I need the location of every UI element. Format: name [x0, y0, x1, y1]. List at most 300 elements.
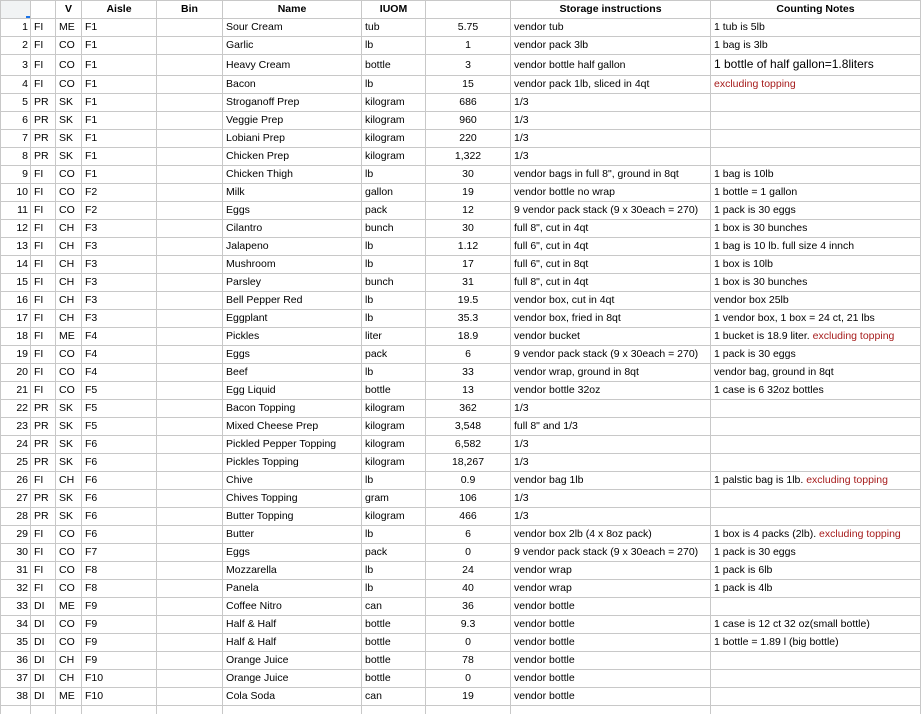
aisle-cell[interactable]: F3	[82, 292, 157, 310]
storage-instructions-cell[interactable]: 1/3	[511, 94, 711, 112]
category-cell[interactable]: FI	[31, 220, 56, 238]
bin-cell[interactable]	[157, 328, 223, 346]
iuom-cell[interactable]: lb	[362, 310, 426, 328]
aisle-cell[interactable]: F8	[82, 580, 157, 598]
counting-notes-cell[interactable]	[711, 112, 921, 130]
aisle-cell[interactable]: F6	[82, 508, 157, 526]
iuom-cell[interactable]: gram	[362, 490, 426, 508]
iuom-cell[interactable]: lb	[362, 238, 426, 256]
iuom-cell[interactable]: bottle	[362, 670, 426, 688]
vendor-cell[interactable]: CO	[56, 616, 82, 634]
counting-notes-cell[interactable]	[711, 274, 921, 292]
vendor-cell[interactable]: SK	[56, 454, 82, 472]
iuom-cell[interactable]: kilogram	[362, 454, 426, 472]
quantity-cell[interactable]: 1	[426, 37, 511, 55]
counting-notes-cell[interactable]	[711, 94, 921, 112]
quantity-cell[interactable]: 30	[426, 220, 511, 238]
category-cell[interactable]: PR	[31, 94, 56, 112]
category-cell[interactable]: FI	[31, 256, 56, 274]
bin-cell[interactable]	[157, 112, 223, 130]
aisle-cell[interactable]: F1	[82, 166, 157, 184]
category-cell[interactable]: DI	[31, 616, 56, 634]
iuom-cell[interactable]: bottle	[362, 55, 426, 76]
header-vendor[interactable]: V	[56, 1, 82, 19]
iuom-cell[interactable]: gallon	[362, 184, 426, 202]
counting-notes-cell[interactable]	[711, 418, 921, 436]
empty-cell[interactable]	[511, 706, 711, 714]
vendor-cell[interactable]: CH	[56, 472, 82, 490]
aisle-cell[interactable]: F3	[82, 256, 157, 274]
aisle-cell[interactable]: F6	[82, 472, 157, 490]
storage-instructions-cell[interactable]: 1/3	[511, 112, 711, 130]
bin-cell[interactable]	[157, 55, 223, 76]
iuom-cell[interactable]: lb	[362, 76, 426, 94]
storage-instructions-cell[interactable]: vendor bag 1lb	[511, 472, 711, 490]
category-cell[interactable]: FI	[31, 328, 56, 346]
aisle-cell[interactable]: F8	[82, 562, 157, 580]
item-name-cell[interactable]: Butter Topping	[223, 508, 362, 526]
quantity-cell[interactable]: 3,548	[426, 418, 511, 436]
category-cell[interactable]: FI	[31, 580, 56, 598]
aisle-cell[interactable]: F6	[82, 454, 157, 472]
aisle-cell[interactable]: F6	[82, 526, 157, 544]
row-number-cell[interactable]: 24	[1, 436, 31, 454]
storage-instructions-cell[interactable]: 1/3	[511, 490, 711, 508]
item-name-cell[interactable]: Panela	[223, 580, 362, 598]
row-number-cell[interactable]: 36	[1, 652, 31, 670]
iuom-cell[interactable]: can	[362, 688, 426, 706]
counting-notes-cell[interactable]	[711, 634, 921, 652]
row-number-cell[interactable]: 32	[1, 580, 31, 598]
iuom-cell[interactable]: kilogram	[362, 112, 426, 130]
vendor-cell[interactable]: SK	[56, 148, 82, 166]
item-name-cell[interactable]: Lobiani Prep	[223, 130, 362, 148]
bin-cell[interactable]	[157, 598, 223, 616]
aisle-cell[interactable]: F1	[82, 19, 157, 37]
bin-cell[interactable]	[157, 508, 223, 526]
iuom-cell[interactable]: kilogram	[362, 148, 426, 166]
row-number-cell[interactable]: 17	[1, 310, 31, 328]
empty-cell[interactable]	[362, 706, 426, 714]
row-number-cell[interactable]: 8	[1, 148, 31, 166]
aisle-cell[interactable]: F6	[82, 490, 157, 508]
storage-instructions-cell[interactable]: 1/3	[511, 130, 711, 148]
aisle-cell[interactable]: F9	[82, 616, 157, 634]
aisle-cell[interactable]: F9	[82, 598, 157, 616]
counting-notes-cell[interactable]	[711, 400, 921, 418]
empty-cell[interactable]	[31, 706, 56, 714]
bin-cell[interactable]	[157, 526, 223, 544]
item-name-cell[interactable]: Half & Half	[223, 616, 362, 634]
counting-notes-cell[interactable]	[711, 292, 921, 310]
counting-notes-cell[interactable]	[711, 166, 921, 184]
quantity-cell[interactable]: 6	[426, 526, 511, 544]
quantity-cell[interactable]: 18,267	[426, 454, 511, 472]
aisle-cell[interactable]: F1	[82, 37, 157, 55]
empty-cell[interactable]	[157, 706, 223, 714]
quantity-cell[interactable]: 0	[426, 670, 511, 688]
row-number-cell[interactable]: 23	[1, 418, 31, 436]
aisle-cell[interactable]: F9	[82, 652, 157, 670]
category-cell[interactable]: FI	[31, 19, 56, 37]
row-number-cell[interactable]: 15	[1, 274, 31, 292]
row-number-cell[interactable]: 20	[1, 364, 31, 382]
storage-instructions-cell[interactable]: 1/3	[511, 454, 711, 472]
row-number-cell[interactable]: 29	[1, 526, 31, 544]
row-number-cell[interactable]: 35	[1, 634, 31, 652]
category-cell[interactable]: FI	[31, 292, 56, 310]
bin-cell[interactable]	[157, 400, 223, 418]
vendor-cell[interactable]: CO	[56, 55, 82, 76]
vendor-cell[interactable]: CO	[56, 184, 82, 202]
storage-instructions-cell[interactable]: full 8", cut in 4qt	[511, 220, 711, 238]
bin-cell[interactable]	[157, 19, 223, 37]
vendor-cell[interactable]: CO	[56, 202, 82, 220]
aisle-cell[interactable]: F10	[82, 670, 157, 688]
item-name-cell[interactable]: Coffee Nitro	[223, 598, 362, 616]
row-number-cell[interactable]: 30	[1, 544, 31, 562]
item-name-cell[interactable]: Eggs	[223, 544, 362, 562]
category-cell[interactable]: PR	[31, 490, 56, 508]
quantity-cell[interactable]: 220	[426, 130, 511, 148]
category-cell[interactable]: FI	[31, 166, 56, 184]
quantity-cell[interactable]: 18.9	[426, 328, 511, 346]
iuom-cell[interactable]: can	[362, 598, 426, 616]
bin-cell[interactable]	[157, 382, 223, 400]
quantity-cell[interactable]: 3	[426, 55, 511, 76]
row-number-cell[interactable]: 7	[1, 130, 31, 148]
vendor-cell[interactable]: CO	[56, 364, 82, 382]
vendor-cell[interactable]: CH	[56, 670, 82, 688]
iuom-cell[interactable]: bottle	[362, 652, 426, 670]
storage-instructions-cell[interactable]: 9 vendor pack stack (9 x 30each = 270)	[511, 544, 711, 562]
storage-instructions-cell[interactable]: vendor pack 3lb	[511, 37, 711, 55]
selection-handle[interactable]	[26, 16, 31, 19]
counting-notes-cell[interactable]	[711, 184, 921, 202]
aisle-cell[interactable]: F1	[82, 55, 157, 76]
row-number-cell[interactable]: 22	[1, 400, 31, 418]
item-name-cell[interactable]: Orange Juice	[223, 670, 362, 688]
aisle-cell[interactable]: F5	[82, 418, 157, 436]
row-number-cell[interactable]: 1	[1, 19, 31, 37]
iuom-cell[interactable]: kilogram	[362, 400, 426, 418]
quantity-cell[interactable]: 1,322	[426, 148, 511, 166]
empty-cell[interactable]	[82, 706, 157, 714]
counting-notes-cell[interactable]	[711, 616, 921, 634]
bin-cell[interactable]	[157, 436, 223, 454]
quantity-cell[interactable]: 35.3	[426, 310, 511, 328]
iuom-cell[interactable]: kilogram	[362, 436, 426, 454]
category-cell[interactable]: FI	[31, 55, 56, 76]
counting-notes-cell[interactable]	[711, 526, 921, 544]
item-name-cell[interactable]: Stroganoff Prep	[223, 94, 362, 112]
aisle-cell[interactable]: F10	[82, 688, 157, 706]
item-name-cell[interactable]: Bell Pepper Red	[223, 292, 362, 310]
category-cell[interactable]: FI	[31, 238, 56, 256]
bin-cell[interactable]	[157, 580, 223, 598]
row-number-cell[interactable]: 13	[1, 238, 31, 256]
storage-instructions-cell[interactable]: 1/3	[511, 148, 711, 166]
vendor-cell[interactable]: SK	[56, 112, 82, 130]
vendor-cell[interactable]: SK	[56, 130, 82, 148]
aisle-cell[interactable]: F4	[82, 346, 157, 364]
counting-notes-cell[interactable]	[711, 256, 921, 274]
row-number-cell[interactable]: 5	[1, 94, 31, 112]
item-name-cell[interactable]: Eggs	[223, 346, 362, 364]
aisle-cell[interactable]: F5	[82, 400, 157, 418]
item-name-cell[interactable]: Pickles	[223, 328, 362, 346]
item-name-cell[interactable]: Mushroom	[223, 256, 362, 274]
bin-cell[interactable]	[157, 274, 223, 292]
counting-notes-cell[interactable]	[711, 37, 921, 55]
bin-cell[interactable]	[157, 418, 223, 436]
counting-notes-cell[interactable]	[711, 508, 921, 526]
category-cell[interactable]: DI	[31, 598, 56, 616]
storage-instructions-cell[interactable]: full 6", cut in 4qt	[511, 238, 711, 256]
counting-notes-cell[interactable]	[711, 544, 921, 562]
row-number-cell[interactable]: 21	[1, 382, 31, 400]
aisle-cell[interactable]: F6	[82, 436, 157, 454]
bin-cell[interactable]	[157, 670, 223, 688]
row-number-cell[interactable]: 33	[1, 598, 31, 616]
storage-instructions-cell[interactable]: 1/3	[511, 508, 711, 526]
row-number-cell[interactable]: 16	[1, 292, 31, 310]
quantity-cell[interactable]: 9.3	[426, 616, 511, 634]
header-aisle[interactable]: Aisle	[82, 1, 157, 19]
aisle-cell[interactable]: F4	[82, 364, 157, 382]
item-name-cell[interactable]: Orange Juice	[223, 652, 362, 670]
storage-instructions-cell[interactable]: vendor bottle no wrap	[511, 184, 711, 202]
iuom-cell[interactable]: lb	[362, 364, 426, 382]
item-name-cell[interactable]: Mozzarella	[223, 562, 362, 580]
bin-cell[interactable]	[157, 76, 223, 94]
category-cell[interactable]: PR	[31, 148, 56, 166]
category-cell[interactable]: FI	[31, 310, 56, 328]
storage-instructions-cell[interactable]: 1/3	[511, 400, 711, 418]
bin-cell[interactable]	[157, 544, 223, 562]
storage-instructions-cell[interactable]: full 8" and 1/3	[511, 418, 711, 436]
category-cell[interactable]: FI	[31, 472, 56, 490]
vendor-cell[interactable]: CH	[56, 310, 82, 328]
empty-cell[interactable]	[1, 706, 31, 714]
category-cell[interactable]: DI	[31, 652, 56, 670]
vendor-cell[interactable]: SK	[56, 400, 82, 418]
row-number-cell[interactable]: 38	[1, 688, 31, 706]
aisle-cell[interactable]: F3	[82, 310, 157, 328]
row-number-cell[interactable]: 19	[1, 346, 31, 364]
aisle-cell[interactable]: F9	[82, 634, 157, 652]
quantity-cell[interactable]: 0.9	[426, 472, 511, 490]
bin-cell[interactable]	[157, 490, 223, 508]
counting-notes-cell[interactable]	[711, 346, 921, 364]
vendor-cell[interactable]: SK	[56, 418, 82, 436]
bin-cell[interactable]	[157, 310, 223, 328]
category-cell[interactable]: DI	[31, 634, 56, 652]
category-cell[interactable]: FI	[31, 184, 56, 202]
quantity-cell[interactable]: 106	[426, 490, 511, 508]
quantity-cell[interactable]: 5.75	[426, 19, 511, 37]
item-name-cell[interactable]: Pickles Topping	[223, 454, 362, 472]
category-cell[interactable]: FI	[31, 544, 56, 562]
vendor-cell[interactable]: CO	[56, 76, 82, 94]
aisle-cell[interactable]: F2	[82, 202, 157, 220]
vendor-cell[interactable]: CH	[56, 220, 82, 238]
quantity-cell[interactable]: 0	[426, 544, 511, 562]
bin-cell[interactable]	[157, 184, 223, 202]
vendor-cell[interactable]: SK	[56, 94, 82, 112]
counting-notes-cell[interactable]	[711, 55, 921, 76]
counting-notes-cell[interactable]	[711, 652, 921, 670]
category-cell[interactable]: FI	[31, 562, 56, 580]
iuom-cell[interactable]: kilogram	[362, 418, 426, 436]
iuom-cell[interactable]: liter	[362, 328, 426, 346]
counting-notes-cell[interactable]	[711, 220, 921, 238]
row-number-cell[interactable]: 6	[1, 112, 31, 130]
vendor-cell[interactable]: SK	[56, 508, 82, 526]
iuom-cell[interactable]: lb	[362, 562, 426, 580]
storage-instructions-cell[interactable]: vendor tub	[511, 19, 711, 37]
storage-instructions-cell[interactable]: 1/3	[511, 436, 711, 454]
aisle-cell[interactable]: F4	[82, 328, 157, 346]
counting-notes-cell[interactable]	[711, 670, 921, 688]
aisle-cell[interactable]: F3	[82, 238, 157, 256]
aisle-cell[interactable]: F1	[82, 148, 157, 166]
item-name-cell[interactable]: Garlic	[223, 37, 362, 55]
iuom-cell[interactable]: lb	[362, 37, 426, 55]
vendor-cell[interactable]: ME	[56, 598, 82, 616]
header-quantity[interactable]	[426, 1, 511, 19]
storage-instructions-cell[interactable]: vendor bottle	[511, 634, 711, 652]
item-name-cell[interactable]: Chive	[223, 472, 362, 490]
counting-notes-cell[interactable]	[711, 454, 921, 472]
quantity-cell[interactable]: 31	[426, 274, 511, 292]
iuom-cell[interactable]: kilogram	[362, 130, 426, 148]
category-cell[interactable]: PR	[31, 112, 56, 130]
category-cell[interactable]: FI	[31, 274, 56, 292]
iuom-cell[interactable]: bunch	[362, 220, 426, 238]
aisle-cell[interactable]: F1	[82, 76, 157, 94]
iuom-cell[interactable]: bottle	[362, 634, 426, 652]
storage-instructions-cell[interactable]: vendor bottle half gallon	[511, 55, 711, 76]
category-cell[interactable]: FI	[31, 76, 56, 94]
select-all-corner[interactable]	[1, 1, 31, 19]
iuom-cell[interactable]: lb	[362, 166, 426, 184]
row-number-cell[interactable]: 11	[1, 202, 31, 220]
iuom-cell[interactable]: pack	[362, 544, 426, 562]
vendor-cell[interactable]: CH	[56, 274, 82, 292]
quantity-cell[interactable]: 12	[426, 202, 511, 220]
storage-instructions-cell[interactable]: vendor bottle 32oz	[511, 382, 711, 400]
storage-instructions-cell[interactable]: 9 vendor pack stack (9 x 30each = 270)	[511, 346, 711, 364]
counting-notes-cell[interactable]	[711, 382, 921, 400]
quantity-cell[interactable]: 13	[426, 382, 511, 400]
storage-instructions-cell[interactable]: vendor bags in full 8", ground in 8qt	[511, 166, 711, 184]
quantity-cell[interactable]: 19.5	[426, 292, 511, 310]
quantity-cell[interactable]: 466	[426, 508, 511, 526]
vendor-cell[interactable]: CO	[56, 37, 82, 55]
counting-notes-cell[interactable]	[711, 490, 921, 508]
bin-cell[interactable]	[157, 148, 223, 166]
item-name-cell[interactable]: Cilantro	[223, 220, 362, 238]
storage-instructions-cell[interactable]: vendor bottle	[511, 652, 711, 670]
vendor-cell[interactable]: CH	[56, 652, 82, 670]
storage-instructions-cell[interactable]: vendor box, cut in 4qt	[511, 292, 711, 310]
bin-cell[interactable]	[157, 37, 223, 55]
bin-cell[interactable]	[157, 238, 223, 256]
item-name-cell[interactable]: Bacon	[223, 76, 362, 94]
aisle-cell[interactable]: F5	[82, 382, 157, 400]
iuom-cell[interactable]: lb	[362, 526, 426, 544]
item-name-cell[interactable]: Cola Soda	[223, 688, 362, 706]
counting-notes-cell[interactable]	[711, 19, 921, 37]
iuom-cell[interactable]: lb	[362, 292, 426, 310]
empty-cell[interactable]	[711, 706, 921, 714]
item-name-cell[interactable]: Milk	[223, 184, 362, 202]
bin-cell[interactable]	[157, 346, 223, 364]
aisle-cell[interactable]: F1	[82, 130, 157, 148]
vendor-cell[interactable]: CH	[56, 292, 82, 310]
vendor-cell[interactable]: ME	[56, 19, 82, 37]
item-name-cell[interactable]: Chives Topping	[223, 490, 362, 508]
quantity-cell[interactable]: 362	[426, 400, 511, 418]
counting-notes-cell[interactable]	[711, 130, 921, 148]
storage-instructions-cell[interactable]: 9 vendor pack stack (9 x 30each = 270)	[511, 202, 711, 220]
bin-cell[interactable]	[157, 202, 223, 220]
header-counting-notes[interactable]: Counting Notes	[711, 1, 921, 19]
header-name[interactable]: Name	[223, 1, 362, 19]
quantity-cell[interactable]: 19	[426, 184, 511, 202]
storage-instructions-cell[interactable]: full 6", cut in 8qt	[511, 256, 711, 274]
item-name-cell[interactable]: Sour Cream	[223, 19, 362, 37]
bin-cell[interactable]	[157, 634, 223, 652]
vendor-cell[interactable]: CO	[56, 166, 82, 184]
iuom-cell[interactable]: pack	[362, 202, 426, 220]
vendor-cell[interactable]: CO	[56, 634, 82, 652]
storage-instructions-cell[interactable]: vendor bottle	[511, 670, 711, 688]
row-number-cell[interactable]: 34	[1, 616, 31, 634]
category-cell[interactable]: FI	[31, 346, 56, 364]
category-cell[interactable]: PR	[31, 508, 56, 526]
item-name-cell[interactable]: Half & Half	[223, 634, 362, 652]
quantity-cell[interactable]: 40	[426, 580, 511, 598]
iuom-cell[interactable]: bottle	[362, 616, 426, 634]
quantity-cell[interactable]: 6,582	[426, 436, 511, 454]
storage-instructions-cell[interactable]: vendor pack 1lb, sliced in 4qt	[511, 76, 711, 94]
quantity-cell[interactable]: 19	[426, 688, 511, 706]
row-number-cell[interactable]: 18	[1, 328, 31, 346]
row-number-cell[interactable]: 14	[1, 256, 31, 274]
iuom-cell[interactable]: pack	[362, 346, 426, 364]
storage-instructions-cell[interactable]: full 8", cut in 4qt	[511, 274, 711, 292]
row-number-cell[interactable]: 31	[1, 562, 31, 580]
row-number-cell[interactable]: 26	[1, 472, 31, 490]
item-name-cell[interactable]: Chicken Prep	[223, 148, 362, 166]
category-cell[interactable]: PR	[31, 400, 56, 418]
quantity-cell[interactable]: 6	[426, 346, 511, 364]
counting-notes-cell[interactable]	[711, 328, 921, 346]
row-number-cell[interactable]: 10	[1, 184, 31, 202]
iuom-cell[interactable]: lb	[362, 256, 426, 274]
aisle-cell[interactable]: F3	[82, 274, 157, 292]
bin-cell[interactable]	[157, 472, 223, 490]
counting-notes-cell[interactable]	[711, 472, 921, 490]
item-name-cell[interactable]: Egg Liquid	[223, 382, 362, 400]
counting-notes-cell[interactable]	[711, 562, 921, 580]
counting-notes-cell[interactable]	[711, 580, 921, 598]
iuom-cell[interactable]: bunch	[362, 274, 426, 292]
vendor-cell[interactable]: SK	[56, 490, 82, 508]
vendor-cell[interactable]: CO	[56, 562, 82, 580]
